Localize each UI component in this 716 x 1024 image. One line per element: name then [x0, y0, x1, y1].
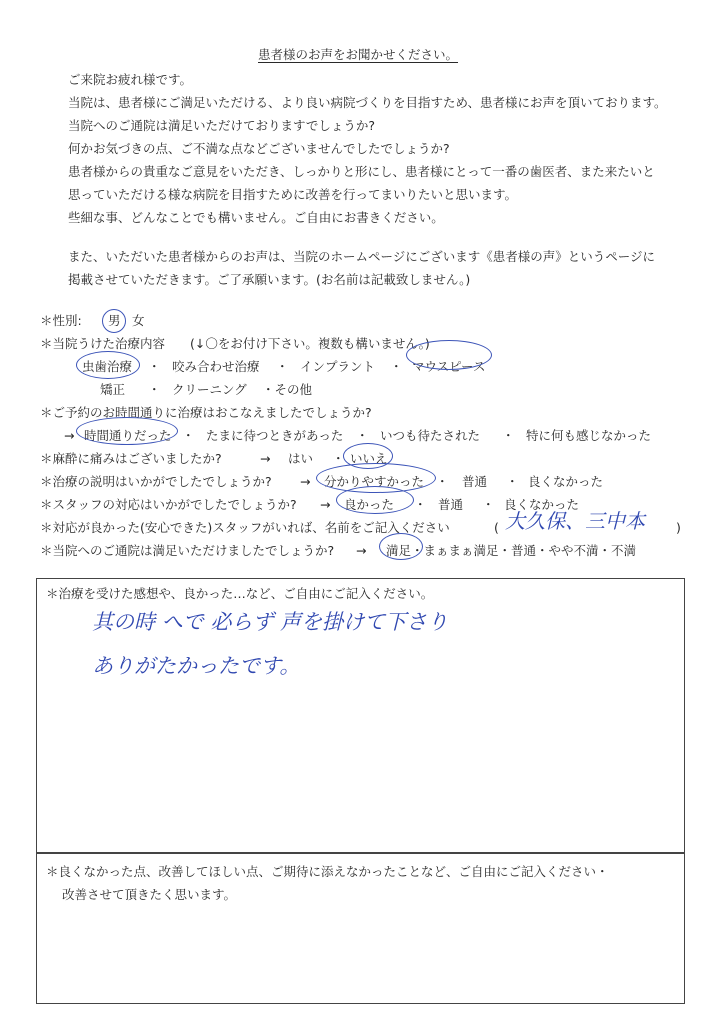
treatment-option[interactable]: 矯正	[100, 382, 126, 397]
explanation-question: ＊治療の説明はいかがでしたでしょうか?	[40, 474, 272, 489]
on-time-option[interactable]: 特に何も感じなかった	[526, 428, 652, 443]
separator-dot: ・	[482, 497, 495, 512]
separator-dot: ・	[506, 474, 519, 489]
explanation-option[interactable]: 良くなかった	[528, 474, 604, 489]
separator-dot: ・	[502, 428, 515, 443]
intro-line: 何かお気づきの点、ご不満な点などございませんでしたでしょうか?	[68, 141, 450, 156]
staff-option[interactable]: 良かった	[344, 497, 395, 512]
arrow-icon: →	[356, 543, 367, 558]
on-time-question: ＊ご予約のお時間通りに治療はおこなえましたでしょうか?	[40, 405, 372, 420]
treatment-label: ＊当院うけた治療内容	[40, 336, 166, 351]
on-time-option[interactable]: いつも待たされた	[380, 428, 481, 443]
arrow-icon: →	[64, 428, 75, 443]
arrow-icon: →	[300, 474, 311, 489]
treatment-option[interactable]: クリーニング	[172, 382, 247, 397]
notice-line: 掲載させていただきます。ご了承願います。(お名前は記載致しません。)	[68, 272, 471, 287]
intro-line: 患者様からの貴重なご意見をいただき、しっかりと形にし、患者様にとって一番の歯医者、また来たいと	[68, 164, 655, 179]
staff-name-question: ＊対応が良かった(安心できた)スタッフがいれば、名前をご記入ください	[40, 520, 450, 535]
separator-dot: ・	[414, 497, 427, 512]
paren-open: (	[494, 520, 499, 535]
paren-close: )	[676, 520, 681, 535]
anesthesia-question: ＊麻酔に痛みはございましたか?	[40, 451, 222, 466]
intro-line: 思っていただける様な病院を目指すために改善を行ってまいりたいと思います。	[68, 187, 518, 202]
survey-title: 患者様のお声をお聞かせください。	[258, 47, 459, 62]
treatment-note: (↓〇をお付け下さい。複数も構いません。)	[190, 336, 430, 351]
arrow-icon: →	[260, 451, 271, 466]
staff-option[interactable]: 良くなかった	[504, 497, 580, 512]
intro-line: 些細な事、どんなことでも構いません。ご自由にお書きください。	[68, 210, 444, 225]
staff-name-answer[interactable]: 大久保、三中本	[505, 509, 645, 533]
gender-female-option[interactable]: 女	[132, 313, 145, 328]
treatment-option[interactable]: ・その他	[262, 382, 313, 397]
separator-dot: ・	[356, 428, 369, 443]
staff-option[interactable]: 普通	[438, 497, 464, 512]
explanation-option[interactable]: 分かりやすかった	[324, 474, 425, 489]
anesthesia-option[interactable]: はい	[288, 451, 314, 466]
on-time-option[interactable]: たまに待つときがあった	[206, 428, 344, 443]
treatment-option[interactable]: マウスピース	[412, 359, 486, 374]
treatment-option[interactable]: 虫歯治療	[82, 359, 133, 374]
separator-dot: ・	[332, 451, 345, 466]
intro-line: ご来院お疲れ様です。	[68, 72, 193, 87]
staff-question: ＊スタッフの対応はいかがでしたでしょうか?	[40, 497, 297, 512]
comment-box-bad-label: ＊良くなかった点、改善してほしい点、ご期待に添えなかったことなど、ご自由にご記入ください・	[46, 864, 609, 879]
separator-dot: ・	[182, 428, 195, 443]
notice-line: また、いただいた患者様からのお声は、当院のホームページにございます《患者様の声》というページに	[68, 249, 656, 264]
separator-dot: ・	[436, 474, 449, 489]
gender-male-option[interactable]: 男	[108, 313, 121, 328]
comment-answer-line[interactable]: ありがたかったです。	[92, 654, 301, 678]
comment-box-bad-label: 改善させて頂きたく思います。	[62, 887, 237, 902]
separator-dot: ・	[148, 359, 161, 374]
intro-line: 当院は、患者様にご満足いただける、より良い病院づくりを目指すため、患者様にお声を頂いております。	[68, 95, 667, 110]
comment-box-good-label: ＊治療を受けた感想や、良かった…など、ご自由にご記入ください。	[46, 586, 434, 601]
satisfaction-question: ＊当院へのご通院は満足いただけましたでしょうか?	[40, 543, 335, 558]
separator-dot: ・	[276, 359, 289, 374]
separator-dot: ・	[148, 382, 161, 397]
intro-line: 当院へのご通院は満足いただけておりますでしょうか?	[68, 118, 376, 133]
satisfaction-options[interactable]: 満足・まぁまぁ満足・普通・やや不満・不満	[386, 543, 637, 558]
treatment-option[interactable]: インプラント	[300, 359, 376, 374]
explanation-option[interactable]: 普通	[462, 474, 488, 489]
anesthesia-option[interactable]: いいえ	[350, 451, 388, 466]
comment-answer-line[interactable]: 其の時 へで 必らず 声を掛けて下さり	[92, 610, 449, 634]
on-time-option[interactable]: 時間通りだった	[84, 428, 172, 443]
arrow-icon: →	[320, 497, 331, 512]
separator-dot: ・	[390, 359, 403, 374]
treatment-option[interactable]: 咬み合わせ治療	[172, 359, 260, 374]
gender-label: ＊性別:	[40, 313, 82, 328]
